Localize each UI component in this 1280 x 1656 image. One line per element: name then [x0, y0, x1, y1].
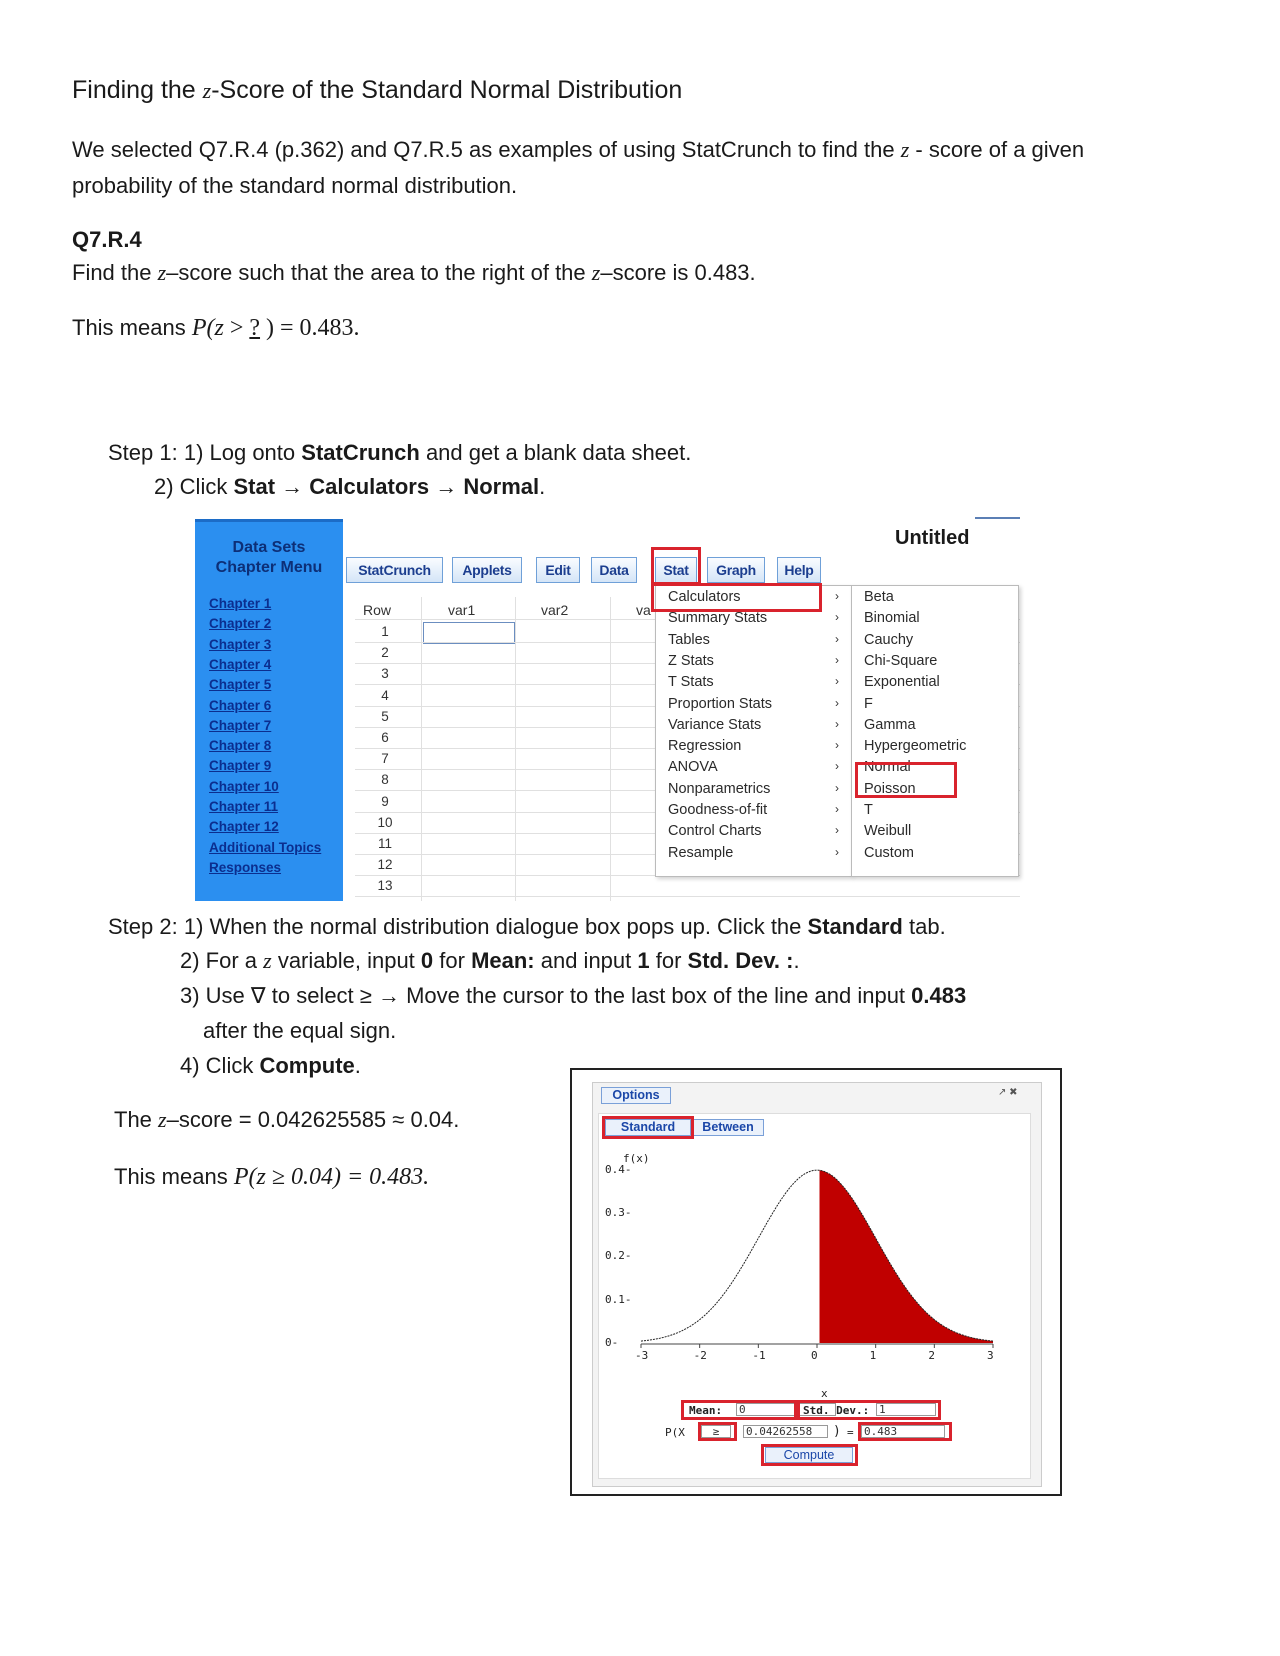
stat-menu [655, 585, 852, 877]
chapter-link[interactable]: Chapter 3 [209, 636, 272, 652]
row-number: 5 [381, 708, 389, 724]
calc-menu-item[interactable]: Weibull [864, 823, 912, 840]
row-number: 3 [381, 666, 389, 682]
s2b-b: variable, input [271, 948, 421, 973]
menu-graph[interactable]: Graph [707, 557, 765, 583]
calc-menu-item[interactable]: Beta [864, 589, 894, 605]
page-title [72, 74, 682, 107]
menu-help[interactable]: Help [777, 557, 821, 583]
title-text: Finding the [72, 76, 203, 104]
mean-label: Mean: [689, 1404, 723, 1417]
stat-menu-item[interactable]: ANOVA [668, 759, 718, 776]
stat-menu-item[interactable]: Resample [668, 844, 734, 861]
tab-between[interactable]: Between [692, 1119, 764, 1136]
step1-bold: StatCrunch [301, 440, 420, 465]
chapter-link[interactable]: Additional Topics [209, 839, 322, 855]
x-tick-label: -1 [752, 1349, 766, 1362]
submenu-arrow-icon: › [835, 631, 839, 646]
chapter-link[interactable]: Chapter 8 [209, 738, 272, 754]
s2b-0: 0 [420, 948, 434, 973]
res-b: –score = 0.042625585 ≈ 0.04. [166, 1107, 460, 1132]
chapter-link[interactable]: Chapter 1 [209, 596, 272, 611]
res-a: The [114, 1107, 159, 1132]
close-paren: ) [833, 1424, 841, 1439]
chapter-link[interactable]: Chapter 5 [209, 677, 272, 693]
step1-post: and get a blank data sheet. [419, 440, 692, 465]
row-number: 12 [377, 857, 393, 873]
tab-standard[interactable]: Standard [605, 1119, 691, 1136]
s2b-z: z [263, 948, 272, 973]
density-curve [641, 1170, 993, 1341]
window-controls[interactable]: ↗ ✖ [998, 1087, 1018, 1098]
submenu-arrow-icon: › [835, 780, 839, 795]
calc-menu-item[interactable]: Normal [864, 759, 911, 776]
normal-dialog [570, 1068, 1062, 1496]
menu-stat[interactable]: Stat [655, 557, 697, 583]
submenu-arrow-icon: › [835, 802, 839, 816]
submenu-arrow-icon: › [835, 738, 839, 753]
calc-menu-item[interactable]: Chi-Square [864, 652, 938, 669]
stat-menu-item[interactable]: Regression [668, 738, 742, 755]
result-line [114, 1106, 459, 1135]
row-number: 8 [381, 772, 389, 788]
row-number: 11 [377, 836, 392, 851]
stat-menu-item[interactable]: Summary Stats [668, 610, 768, 627]
s2b-d: and input [534, 948, 638, 973]
calc-menu-item[interactable]: T [864, 802, 873, 818]
chapter-link[interactable]: Chapter 11 [209, 799, 279, 814]
menu-statcrunch[interactable]: StatCrunch [346, 557, 443, 583]
row-number: 13 [377, 878, 393, 894]
means-line [72, 313, 360, 344]
highlight-compute [761, 1444, 858, 1466]
submenu-arrow-icon: › [835, 652, 839, 667]
row-number: 10 [377, 814, 393, 830]
intro-line-2: probability of the standard normal distribution. [72, 173, 518, 198]
probability-input[interactable]: 0.483 [861, 1425, 945, 1438]
x-tick-label: -2 [693, 1349, 707, 1362]
chapter-link[interactable]: Chapter 12 [209, 819, 279, 835]
fx-label: f(x) [623, 1152, 650, 1165]
intro-text: We selected Q7.R.4 (p.362) and Q7.R.5 as examples of using StatCrunch to find the [72, 137, 901, 162]
calc-menu-item[interactable]: Gamma [864, 716, 916, 733]
submenu-arrow-icon: › [835, 610, 839, 625]
y-tick-label: 0- [605, 1336, 619, 1349]
calc-menu-item[interactable]: Exponential [864, 674, 940, 691]
chapter-link[interactable]: Responses [209, 859, 282, 875]
stat-menu-item[interactable]: Nonparametrics [668, 780, 771, 797]
submenu-arrow-icon: › [835, 716, 839, 731]
active-cell[interactable] [423, 622, 515, 644]
submenu-arrow-icon: › [835, 759, 839, 774]
stat-menu-item[interactable]: Proportion Stats [668, 695, 772, 712]
means-z: z [214, 315, 224, 341]
highlight-operator [698, 1422, 737, 1441]
dialog-body [592, 1082, 1042, 1487]
step2-line3-cont: after the equal sign. [203, 1018, 397, 1043]
intro-text-2: - score of a given [909, 137, 1085, 162]
s2c-bold: 0.483 [911, 983, 967, 1008]
step1b-end: . [539, 474, 546, 499]
menu-applets[interactable]: Applets [452, 557, 522, 583]
s2d-bold: Compute [259, 1053, 355, 1078]
p-label: P(X [665, 1426, 685, 1439]
stat-menu-item[interactable]: Calculators [668, 589, 741, 605]
means-q: ? [249, 315, 261, 341]
row-number: 9 [381, 793, 389, 809]
submenu-arrow-icon: › [835, 674, 839, 689]
calc-menu-item[interactable]: F [864, 695, 873, 712]
step2-line1 [108, 913, 946, 942]
intro-line-1 [72, 136, 1084, 165]
step2-bold: Standard [807, 914, 903, 939]
row-number: 7 [381, 751, 389, 767]
highlight-sd [797, 1400, 941, 1420]
sd-label: Std. Dev.: [803, 1404, 870, 1417]
mean-input[interactable]: 0 [736, 1403, 836, 1416]
highlight-probability [858, 1422, 952, 1441]
s2b-e: for [649, 948, 688, 973]
sd-input[interactable]: 1 [876, 1403, 936, 1416]
step2-pre: Step 2: 1) When the normal distribution dialogue box pops up. Click the [108, 914, 808, 939]
q-text-a: Find the [72, 260, 158, 285]
calc-menu-item[interactable]: Binomial [864, 610, 920, 627]
sidebar-title-2: Chapter Menu [215, 559, 323, 576]
y-tick-label: 0.1- [605, 1292, 632, 1306]
col-var3[interactable]: va [636, 602, 651, 618]
col-row: Row [363, 602, 392, 618]
step1b-stat: Stat [233, 474, 276, 499]
z-result-field[interactable]: 0.04262558 [743, 1425, 828, 1438]
highlight-normal [855, 762, 957, 798]
question-text [72, 259, 756, 288]
s2b-f: . [793, 948, 800, 973]
chapter-link[interactable]: Chapter 4 [209, 656, 272, 672]
equals-sign: = [847, 1426, 854, 1439]
highlight-stat [651, 547, 701, 585]
x-tick-label: 1 [869, 1349, 877, 1362]
s2b-sd: Std. Dev. : [687, 948, 794, 973]
step2-post: tab. [902, 914, 946, 939]
menu-edit[interactable]: Edit [536, 557, 580, 583]
stat-menu-item[interactable]: T Stats [668, 674, 714, 691]
s2d-end: . [354, 1053, 361, 1078]
x-axis-label: x [821, 1387, 828, 1400]
normal-curve-plot [593, 1083, 1043, 1383]
y-tick-label: 0.3- [605, 1206, 632, 1219]
statcrunch-screenshot [195, 519, 1020, 901]
calc-menu-item[interactable]: Hypergeometric [864, 738, 967, 755]
step1-line2 [154, 473, 545, 502]
menu-data[interactable]: Data [591, 557, 637, 583]
step1b-arrow1: → [275, 474, 310, 499]
window-title: Untitled [895, 527, 970, 549]
submenu-arrow-icon: › [835, 823, 839, 838]
step2-line3 [180, 982, 966, 1011]
col-var1[interactable]: var1 [448, 602, 476, 618]
intro-z: z [900, 137, 910, 162]
highlight-mean [681, 1400, 797, 1420]
submenu-arrow-icon: › [835, 695, 839, 710]
stat-menu-item[interactable]: Control Charts [668, 823, 762, 840]
q-z1: z [157, 260, 167, 285]
calc-menu-item[interactable]: Custom [864, 844, 914, 861]
chapter-link[interactable]: Chapter 6 [209, 697, 272, 713]
step1b-pre: 2) Click [154, 474, 234, 499]
means-math-c: ) = 0.483. [260, 315, 360, 341]
stat-menu-item[interactable]: Variance Stats [668, 716, 762, 733]
step1b-arrow2: → [429, 474, 464, 499]
q-text-c: –score is 0.483. [600, 260, 756, 285]
step1b-calc: Calculators [309, 474, 430, 499]
x-tick-label: 2 [928, 1349, 935, 1362]
calculators-submenu [851, 585, 1019, 877]
submenu-arrow-icon: › [835, 589, 839, 603]
calc-menu-item[interactable]: Cauchy [864, 631, 914, 648]
chapter-link[interactable]: Chapter 10 [209, 778, 279, 794]
y-tick-label: 0.4- [605, 1162, 632, 1176]
highlight-calculators [651, 583, 822, 612]
s2b-1: 1 [637, 948, 650, 973]
s2b-mean: Mean: [471, 948, 535, 973]
row-number: 2 [381, 645, 389, 661]
means-math-b: > [223, 315, 250, 341]
step2-line2 [180, 947, 800, 976]
s2b-c: for [433, 948, 472, 973]
means-math-a: P( [191, 315, 215, 341]
sidebar [195, 519, 343, 901]
calc-menu-item[interactable]: Poisson [864, 780, 916, 797]
stat-menu-item[interactable]: Tables [668, 631, 710, 648]
sidebar-title-1: Data Sets [232, 539, 306, 556]
title-z: z [202, 78, 212, 103]
operator-select[interactable]: ≥ [701, 1425, 731, 1438]
row-number: 1 [381, 624, 389, 639]
x-tick-label: 3 [987, 1349, 994, 1362]
q-text-b: –score such that the area to the right of the [166, 260, 592, 285]
shaded-area [820, 1170, 994, 1343]
means-text: This means [72, 315, 192, 340]
s2d-a: 4) Click [180, 1053, 260, 1078]
res-z: z [158, 1107, 167, 1132]
col-var2[interactable]: var2 [541, 602, 569, 618]
s2c-a: 3) Use ∇ to select ≥ → Move the cursor to the last box of the line and input [180, 983, 912, 1008]
stat-menu-item[interactable]: Goodness-of-fit [668, 802, 768, 818]
s2b-a: 2) For a [180, 948, 264, 973]
chapter-link[interactable]: Chapter 7 [209, 717, 272, 733]
q-z2: z [591, 260, 601, 285]
row-number: 4 [381, 687, 389, 703]
x-tick-label: 0 [811, 1349, 818, 1362]
y-tick-label: 0.2- [605, 1249, 632, 1263]
step1-line1 [108, 439, 691, 468]
compute-button[interactable]: Compute [765, 1447, 853, 1463]
stat-menu-item[interactable]: Z Stats [668, 652, 714, 669]
step1-pre: Step 1: 1) Log onto [108, 440, 302, 465]
x-ticks [641, 1344, 993, 1348]
title-text-2: -Score of the Standard Normal Distribution [211, 76, 683, 104]
x-tick-label: -3 [635, 1349, 649, 1362]
chapter-link[interactable]: Chapter 2 [209, 616, 272, 632]
result-line-2 [114, 1162, 429, 1193]
row-number: 6 [381, 730, 389, 745]
question-label: Q7.R.4 [72, 227, 142, 252]
step2-line4 [180, 1052, 361, 1081]
step1b-normal: Normal [463, 474, 540, 499]
chapter-link[interactable]: Chapter 9 [209, 758, 272, 774]
options-button[interactable]: Options [601, 1087, 671, 1104]
res2-math: P(z ≥ 0.04) = 0.483. [233, 1164, 430, 1190]
submenu-arrow-icon: › [835, 844, 839, 859]
res2-pre: This means [114, 1164, 234, 1189]
